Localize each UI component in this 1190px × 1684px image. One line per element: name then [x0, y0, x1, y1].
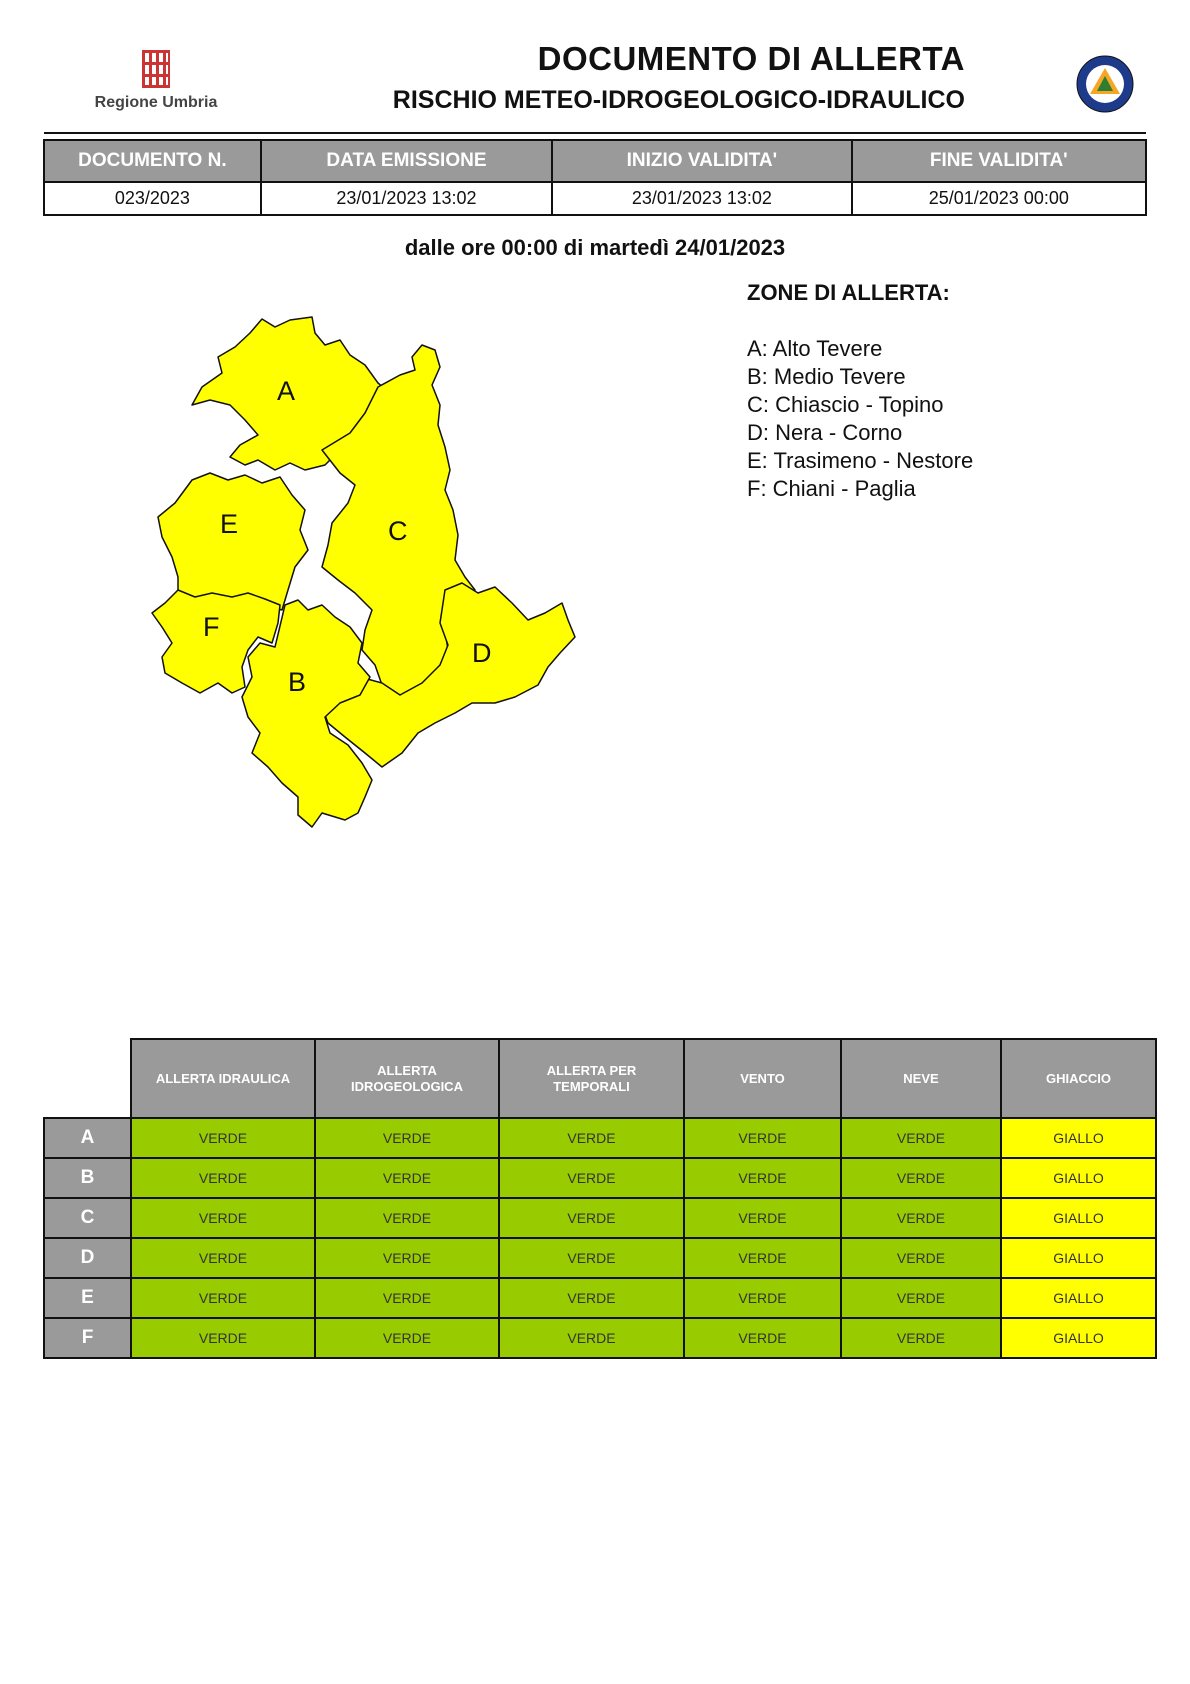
alert-row-b [44, 1158, 1156, 1198]
alert-level-idrogeologica: VERDE [315, 1238, 499, 1278]
issue-date: 23/01/2023 13:02 [261, 182, 552, 215]
alert-level-idraulica: VERDE [131, 1278, 315, 1318]
zone-item-c: C: Chiascio - Topino [747, 392, 944, 417]
alert-level-vento: VERDE [684, 1318, 841, 1358]
alert-zones-map [150, 305, 620, 885]
header-divider [44, 132, 1146, 134]
alert-zone-label: C [44, 1198, 131, 1238]
zone-item-d: D: Nera - Corno [747, 420, 903, 445]
validity-start: 23/01/2023 13:02 [552, 182, 851, 215]
alert-level-neve: VERDE [841, 1158, 1001, 1198]
alert-row-c [44, 1198, 1156, 1238]
zone-item-b: B: Medio Tevere [747, 364, 906, 389]
info-header-validity-start: INIZIO VALIDITA' [552, 140, 851, 182]
zone-item-a: A: Alto Tevere [747, 336, 883, 361]
alert-level-neve: VERDE [841, 1318, 1001, 1358]
info-header-document-number: DOCUMENTO N. [44, 140, 261, 182]
validity-end: 25/01/2023 00:00 [852, 182, 1146, 215]
alert-level-idraulica: VERDE [131, 1238, 315, 1278]
document-info-table [43, 139, 1147, 216]
validity-period-text: dalle ore 00:00 di martedì 24/01/2023 [404, 235, 786, 260]
map-label-d: D [472, 638, 492, 668]
alert-zone-label: D [44, 1238, 131, 1278]
alert-level-temporali: VERDE [499, 1118, 684, 1158]
zones-legend-title: ZONE DI ALLERTA: [747, 280, 950, 305]
alert-level-vento: VERDE [684, 1158, 841, 1198]
alert-level-idrogeologica: VERDE [315, 1278, 499, 1318]
alert-zone-label: F [44, 1318, 131, 1358]
alert-row-e [44, 1278, 1156, 1318]
map-label-c: C [388, 516, 408, 546]
alert-row-d [44, 1238, 1156, 1278]
alert-levels-table [43, 1038, 1157, 1359]
zone-item-e: E: Trasimeno - Nestore [747, 448, 974, 473]
alert-row-f [44, 1318, 1156, 1358]
region-name: Regione Umbria [94, 94, 218, 111]
alert-level-ghiaccio: GIALLO [1001, 1118, 1156, 1158]
alert-level-vento: VERDE [684, 1198, 841, 1238]
alert-level-neve: VERDE [841, 1238, 1001, 1278]
alert-level-temporali: VERDE [499, 1318, 684, 1358]
alert-level-neve: VERDE [841, 1118, 1001, 1158]
alert-level-temporali: VERDE [499, 1238, 684, 1278]
alert-level-idraulica: VERDE [131, 1318, 315, 1358]
alert-level-idraulica: VERDE [131, 1158, 315, 1198]
alert-level-ghiaccio: GIALLO [1001, 1158, 1156, 1198]
info-header-validity-end: FINE VALIDITA' [852, 140, 1146, 182]
alert-level-ghiaccio: GIALLO [1001, 1198, 1156, 1238]
zone-item-f: F: Chiani - Paglia [747, 476, 916, 501]
alert-level-vento: VERDE [684, 1278, 841, 1318]
alert-header-idrogeologica: ALLERTA IDROGEOLOGICA [315, 1039, 499, 1118]
regione-umbria-emblem-icon [142, 50, 170, 88]
alert-level-neve: VERDE [841, 1278, 1001, 1318]
alert-level-ghiaccio: GIALLO [1001, 1278, 1156, 1318]
alert-level-temporali: VERDE [499, 1198, 684, 1238]
info-header-issue-date: DATA EMISSIONE [261, 140, 552, 182]
regione-umbria-logo [86, 50, 226, 112]
alert-level-idrogeologica: VERDE [315, 1198, 499, 1238]
alert-row-a [44, 1118, 1156, 1158]
alert-zone-label: B [44, 1158, 131, 1198]
zones-legend-list [747, 335, 973, 503]
alert-level-idrogeologica: VERDE [315, 1118, 499, 1158]
alert-level-ghiaccio: GIALLO [1001, 1238, 1156, 1278]
alert-level-idrogeologica: VERDE [315, 1318, 499, 1358]
document-subtitle: RISCHIO METEO-IDROGEOLOGICO-IDRAULICO [392, 86, 965, 114]
alert-level-idraulica: VERDE [131, 1118, 315, 1158]
alert-level-vento: VERDE [684, 1238, 841, 1278]
document-title: DOCUMENTO DI ALLERTA [537, 40, 965, 77]
map-label-a: A [277, 376, 296, 406]
document-number: 023/2023 [44, 182, 261, 215]
alert-zone-label: A [44, 1118, 131, 1158]
alert-level-idrogeologica: VERDE [315, 1158, 499, 1198]
info-value-row [44, 182, 1146, 215]
alert-header-ghiaccio: GHIACCIO [1001, 1039, 1156, 1118]
alert-header-temporali: ALLERTA PER TEMPORALI [499, 1039, 684, 1118]
protezione-civile-logo-icon [1075, 54, 1135, 114]
alert-level-temporali: VERDE [499, 1278, 684, 1318]
alert-level-neve: VERDE [841, 1198, 1001, 1238]
map-label-f: F [203, 612, 220, 642]
alert-header-neve: NEVE [841, 1039, 1001, 1118]
alert-level-ghiaccio: GIALLO [1001, 1318, 1156, 1358]
alert-zone-label: E [44, 1278, 131, 1318]
alert-level-idraulica: VERDE [131, 1198, 315, 1238]
alert-header-vento: VENTO [684, 1039, 841, 1118]
alert-header-blank [44, 1039, 131, 1118]
map-label-e: E [220, 509, 239, 539]
info-header-row [44, 140, 1146, 182]
alert-header-idraulica: ALLERTA IDRAULICA [131, 1039, 315, 1118]
alert-level-vento: VERDE [684, 1118, 841, 1158]
alert-level-temporali: VERDE [499, 1158, 684, 1198]
map-zone-e [158, 473, 308, 610]
map-label-b: B [288, 667, 307, 697]
alert-header-row [44, 1039, 1156, 1118]
